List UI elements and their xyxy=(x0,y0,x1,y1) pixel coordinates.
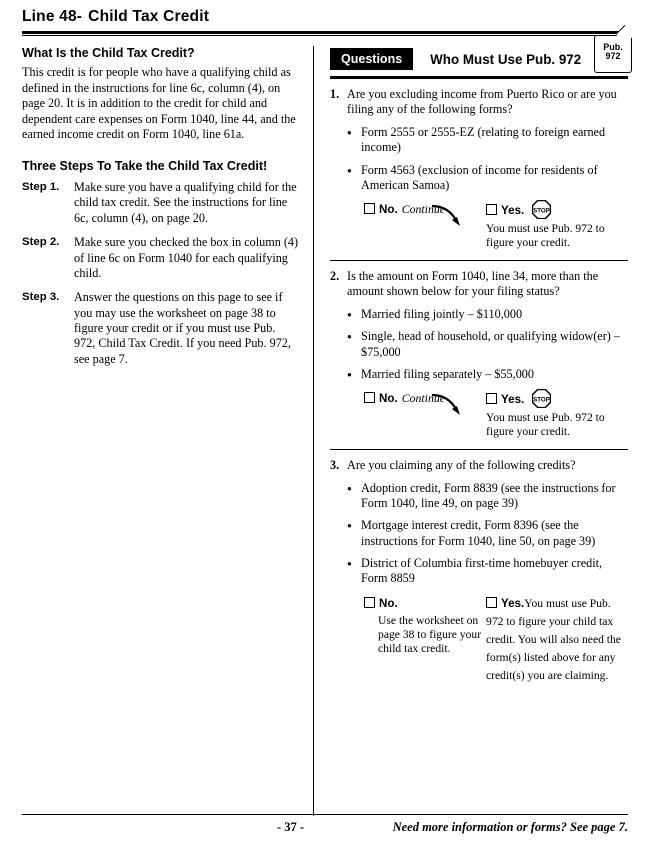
page-header xyxy=(22,0,628,31)
bullet-item: ● Mortgage interest credit, Form 8396 (see the instructions for Form 1040, line 50, on page 39) xyxy=(347,518,628,549)
checkbox-no-icon[interactable] xyxy=(364,203,375,214)
step-label: Step 1. xyxy=(22,181,60,194)
svg-text:STOP: STOP xyxy=(533,396,551,404)
stop-sign-icon xyxy=(532,200,551,219)
question-3-number: 3. xyxy=(330,458,340,473)
footer-rule xyxy=(22,814,628,815)
checkbox-no-icon[interactable] xyxy=(364,597,375,608)
pub-972-icon-line2: 972 xyxy=(605,51,621,62)
bullet-item: ● Adoption credit, Form 8839 (see the instructions for Form 1040, line 49, on page 39) xyxy=(347,481,628,512)
page-footer xyxy=(22,814,628,835)
checkbox-yes-icon[interactable] xyxy=(486,597,497,608)
page-title-line-number: Line 48- xyxy=(22,8,83,25)
questions-title: Who Must Use Pub. 972 xyxy=(430,51,582,67)
continue-arrow-icon xyxy=(430,204,470,230)
answer-yes-label: Yes. xyxy=(501,204,525,218)
question-3-text: Are you claiming any of the following credits? xyxy=(347,458,576,473)
question-1-answer-yes[interactable] xyxy=(482,200,628,250)
question-1 xyxy=(330,79,628,261)
question-3-answer-yes[interactable] xyxy=(482,594,628,684)
bullet-item: ● Form 4563 (exclusion of income for residents of American Samoa) xyxy=(347,163,628,194)
section-text-what-is: This credit is for people who have a qualifying child as defined in the instructions for line 6c, column (4), on page 20. It is in addition to the credit for child and dependent care expenses on Form 1040, line 44, and the earned income credit on Form 1040, line 61a. xyxy=(22,65,296,142)
question-3-answers xyxy=(364,594,628,684)
bullet-item: ● Single, head of household, or qualifying widow(er) – $75,000 xyxy=(347,329,628,360)
step-item xyxy=(22,235,299,281)
bullet-item: ● Married filing jointly – $110,000 xyxy=(347,307,628,322)
footer-row xyxy=(22,820,628,835)
step-text: Make sure you checked the box in column (4) of line 6c on Form 1040 for each qualifying child. xyxy=(74,235,299,280)
answer-no-text: Continue xyxy=(401,391,445,406)
question-3 xyxy=(330,450,628,684)
question-2-bullets xyxy=(330,307,628,383)
question-3-bullets xyxy=(330,481,628,587)
step-label: Step 3. xyxy=(22,291,60,304)
step-text: Answer the questions on this page to see if you may use the worksheet on page 38 to figure your credit or if you must use Pub. 972, Child Tax Credit. If you need Pub. 972, see page 7. xyxy=(74,290,291,366)
step-text: Make sure you have a qualifying child for the child tax credit. See the instructions for line 6c, column (4), on page 20. xyxy=(74,180,297,225)
checkbox-yes-icon[interactable] xyxy=(486,393,497,404)
content-columns xyxy=(22,42,628,816)
page-title xyxy=(22,8,628,31)
question-2-text: Is the amount on Form 1040, line 34, more than the amount shown below for your filing status? xyxy=(347,269,599,299)
page-title-text: Child Tax Credit xyxy=(88,8,210,25)
pub-972-icon xyxy=(594,35,632,73)
header-rule-thick xyxy=(22,31,628,34)
answer-yes-text: You must use Pub. 972 to figure your credit. xyxy=(486,411,605,439)
answer-no-text: Use the worksheet on page 38 to figure your child tax credit. xyxy=(378,613,482,655)
answer-no-label: No. xyxy=(379,392,398,406)
step-item xyxy=(22,180,299,226)
checkbox-no-icon[interactable] xyxy=(364,392,375,403)
question-3-answer-no[interactable] xyxy=(364,594,482,684)
question-1-text: Are you excluding income from Puerto Rico or are you filing any of the following forms? xyxy=(347,87,617,117)
question-1-bullets xyxy=(330,125,628,194)
left-column xyxy=(22,46,313,816)
question-1-answer-no[interactable] xyxy=(364,200,482,250)
answer-no-label: No. xyxy=(379,596,398,610)
stop-sign-icon xyxy=(532,389,551,408)
section-heading-three-steps: Three Steps To Take the Child Tax Credit! xyxy=(22,159,268,174)
answer-yes-label: Yes. xyxy=(501,393,525,407)
bullet-item: ● Form 2555 or 2555-EZ (relating to foreign earned income) xyxy=(347,125,628,156)
question-2-prompt xyxy=(330,269,628,300)
answer-yes-text: You must use Pub. 972 to figure your child tax credit. You will also need the form(s) listed above for any credit(s) you are claiming. xyxy=(486,596,621,682)
answer-yes-label: Yes. xyxy=(501,596,525,610)
question-1-answers xyxy=(364,200,628,250)
question-2-number: 2. xyxy=(330,269,340,284)
checkbox-yes-icon[interactable] xyxy=(486,204,497,215)
question-2-answers xyxy=(364,389,628,439)
pub-972-icon-line1: Pub. xyxy=(603,42,623,52)
bullet-item: ● District of Columbia first-time homebuyer credit, Form 8859 xyxy=(347,556,628,587)
questions-badge: Questions xyxy=(330,48,413,70)
steps-list xyxy=(22,180,299,367)
question-2 xyxy=(330,261,628,450)
continue-arrow-icon xyxy=(430,393,470,419)
answer-no-text: Continue xyxy=(401,202,445,217)
footer-note: Need more information or forms? See page 7. xyxy=(392,820,628,834)
section-heading-what-is: What Is the Child Tax Credit? xyxy=(22,46,195,60)
answer-yes-text: You must use Pub. 972 to figure your credit. xyxy=(486,222,605,250)
step-item xyxy=(22,290,299,367)
step-label: Step 2. xyxy=(22,236,60,249)
page-number: - 37 - xyxy=(277,820,305,834)
answer-no-label: No. xyxy=(379,203,398,217)
header-rule-thin xyxy=(22,35,628,36)
question-3-prompt xyxy=(330,458,628,473)
question-1-prompt xyxy=(330,87,628,118)
question-2-answer-no[interactable] xyxy=(364,389,482,439)
right-column xyxy=(314,42,628,816)
svg-text:STOP: STOP xyxy=(533,207,551,215)
questions-header xyxy=(330,42,628,72)
question-1-number: 1. xyxy=(330,87,340,101)
question-2-answer-yes[interactable] xyxy=(482,389,628,439)
bullet-item: ● Married filing separately – $55,000 xyxy=(347,367,628,382)
